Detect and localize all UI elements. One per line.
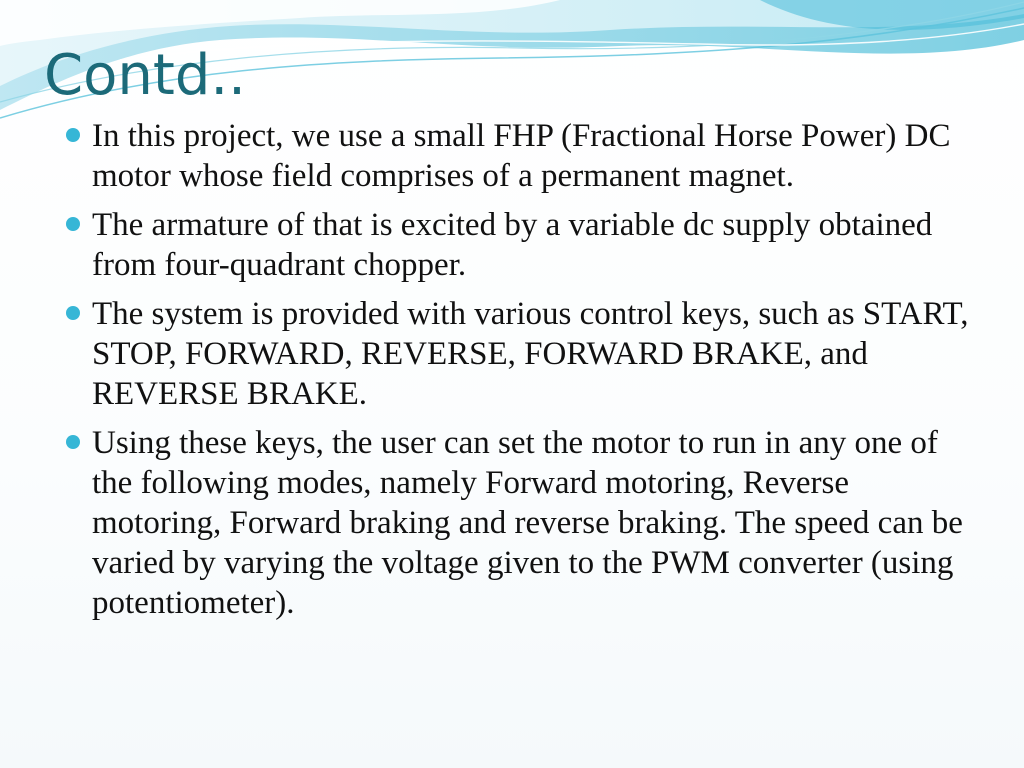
bullet-item — [64, 116, 984, 196]
slide-title: Contd.. — [44, 43, 246, 108]
bullet-text: The armature of that is excited by a variable dc supply obtained from four-quadrant chopper. — [92, 207, 933, 283]
bullet-dot-icon — [66, 128, 80, 142]
bullet-item — [64, 423, 984, 623]
bullet-dot-icon — [66, 435, 80, 449]
bullet-item — [64, 294, 984, 414]
bullet-text: The system is provided with various control keys, such as START, STOP, FORWARD, REVERSE, FORWARD BRAKE, and REVERSE BRAKE. — [92, 296, 969, 412]
bullet-list — [64, 116, 984, 632]
bullet-dot-icon — [66, 306, 80, 320]
bullet-dot-icon — [66, 217, 80, 231]
bullet-text: In this project, we use a small FHP (Fractional Horse Power) DC motor whose field comprises of a permanent magnet. — [92, 118, 951, 194]
bullet-item — [64, 205, 984, 285]
bullet-text: Using these keys, the user can set the motor to run in any one of the following modes, namely Forward motoring, Reverse motoring, Forward braking and reverse braking. The speed can be varied by varying the voltage given to the PWM converter (using potentiometer). — [92, 425, 963, 621]
